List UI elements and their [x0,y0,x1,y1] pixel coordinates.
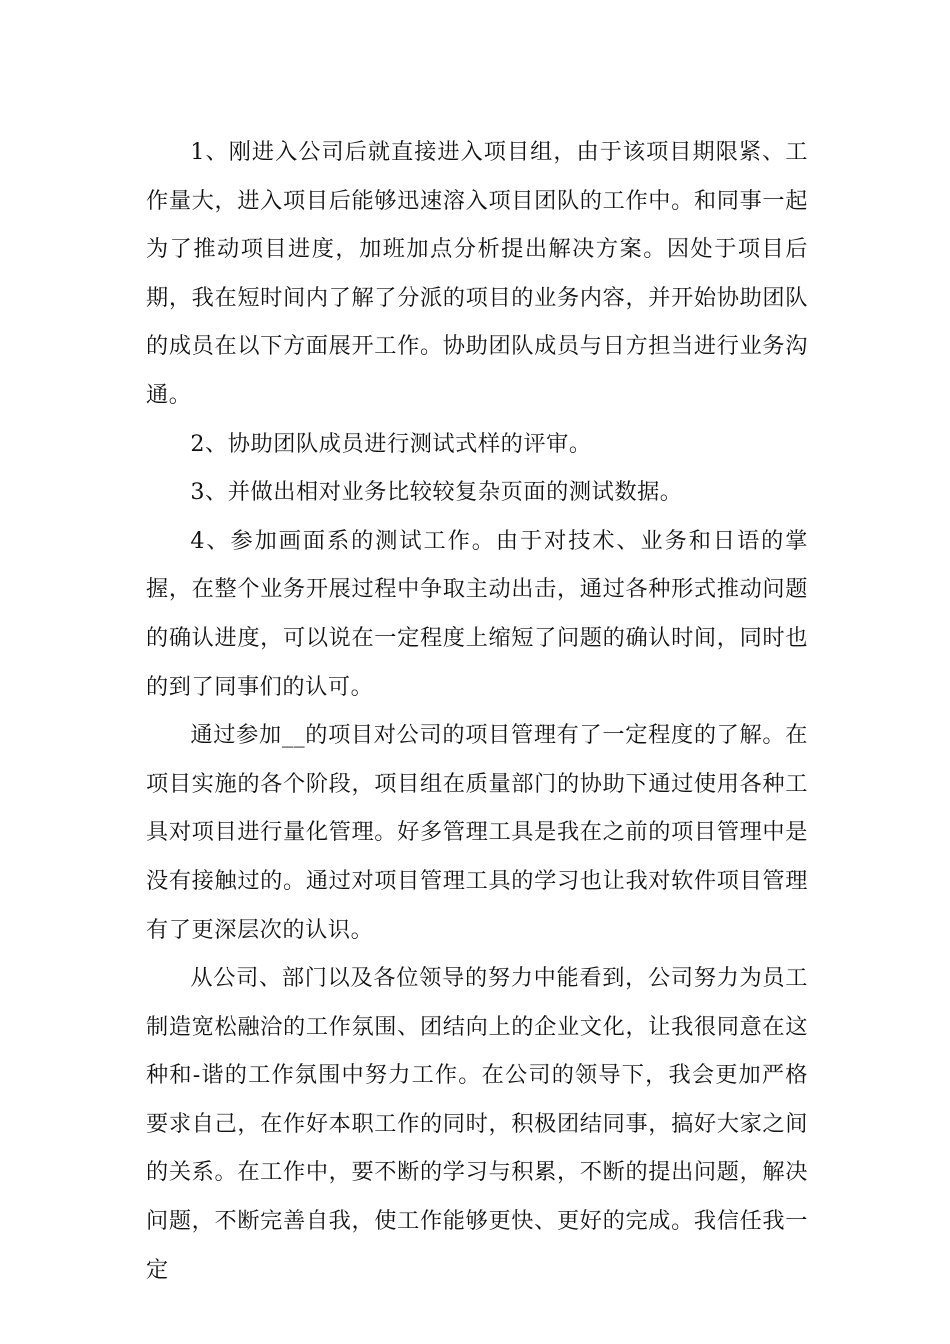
paragraph-company-culture: 从公司、部门以及各位领导的努力中能看到，公司努力为员工制造宽松融洽的工作氛围、团结向上的企业文化，让我很同意在这种和-谐的工作氛围中努力工作。在公司的领导下，我会更加严格要求自己，在作好本职工作的同时，积极团结同事，搞好大家之间的关系。在工作中，要不断的学习与积累，不断的提出问题，解决问题，不断完善自我，使工作能够更快、更好的完成。我信任我一定 [146,965,808,1283]
paragraph-project-management: 通过参加__的项目对公司的项目管理有了一定程度的了解。在项目实施的各个阶段，项目组在质量部门的协助下通过使用各种工具对项目进行量化管理。好多管理工具是我在之前的项目管理中是没有接触过的。通过对项目管理工具的学习也让我对软件项目管理有了更深层次的认识。 [146,722,808,943]
paragraph-item-4: 4、参加画面系的测试工作。由于对技术、业务和日语的掌握，在整个业务开展过程中争取主动出击，通过各种形式推动问题的确认进度，可以说在一定程度上缩短了问题的确认时间，同时也的到了同事们的认可。 [146,527,808,700]
paragraph-item-3: 3、并做出相对业务比较较复杂页面的测试数据。 [190,479,683,506]
document-body [146,128,808,1294]
paragraph-item-2: 2、协助团队成员进行测试式样的评审。 [190,430,592,457]
paragraph-item-1: 1、刚进入公司后就直接进入项目组，由于该项目期限紧、工作量大，进入项目后能够迅速溶入项目团队的工作中。和同事一起为了推动项目进度，加班加点分析提出解决方案。因处于项目后期，我在短时间内了解了分派的项目的业务内容，并开始协助团队的成员在以下方面展开工作。协助团队成员与日方担当进行业务沟通。 [146,139,808,408]
